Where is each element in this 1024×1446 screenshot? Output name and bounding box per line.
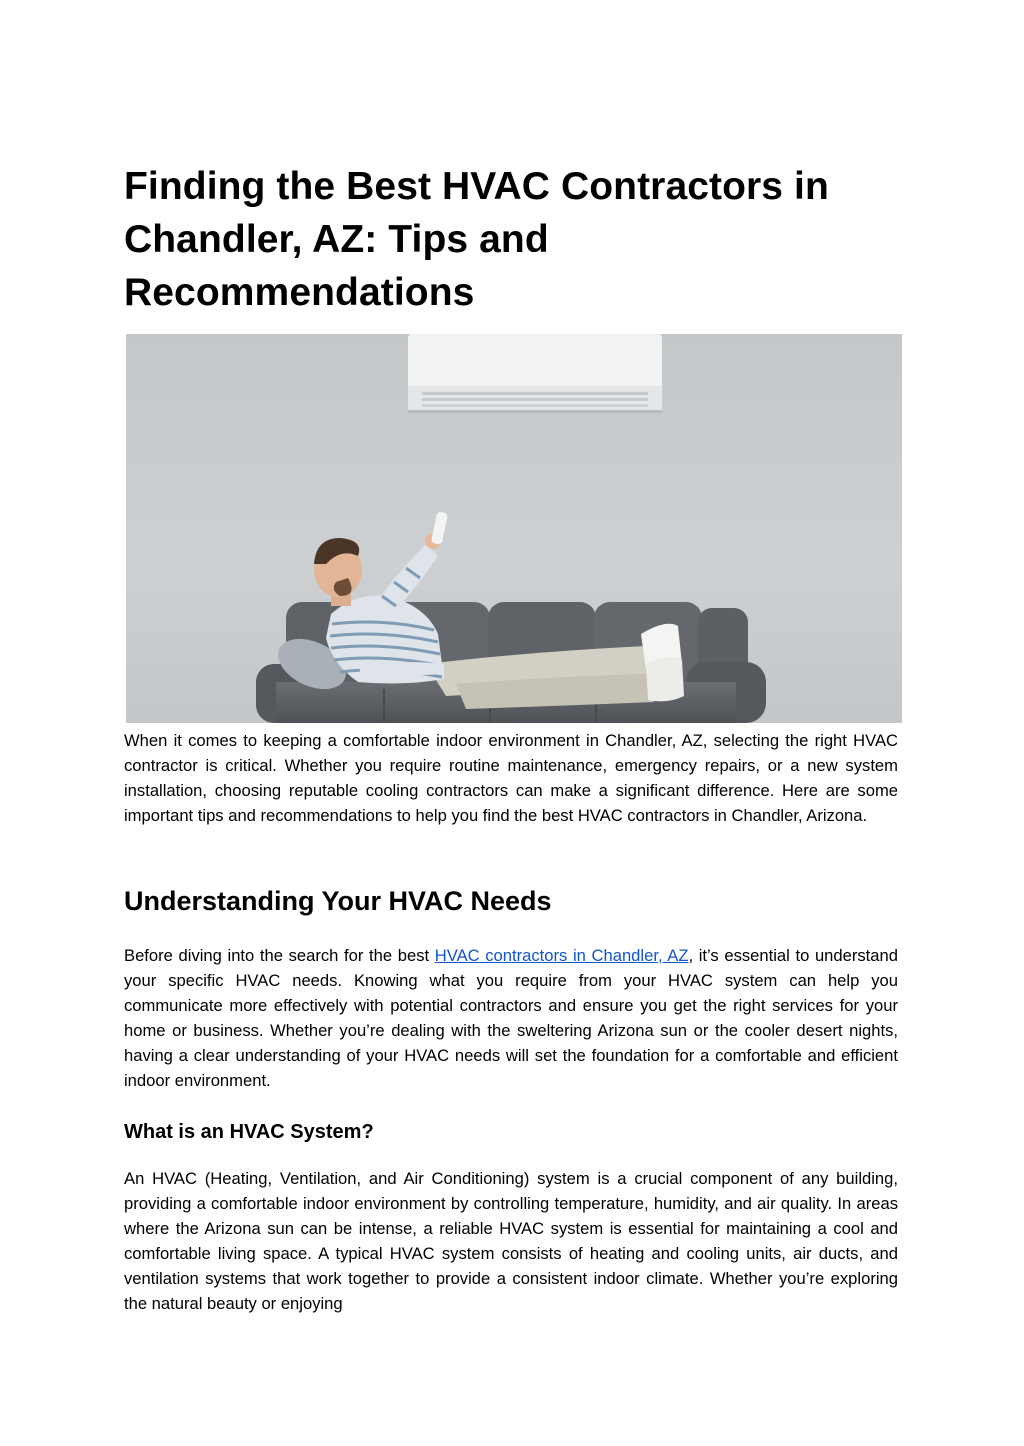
section-heading-system: What is an HVAC System? bbox=[124, 1121, 374, 1143]
system-paragraph: An HVAC (Heating, Ventilation, and Air Conditioning) system is a crucial component of any building, providing a comfortable indoor environment by controlling temperature, humidity, and air quality. In areas where the Arizona sun can be intense, a reliable HVAC system is essential for maintaining a cool and comfortable living space. A typical HVAC system consists of heating and cooling units, air ducts, and ventilation systems that work together to provide a consistent indoor climate. Whether you’re exploring the natural beauty or enjoying bbox=[124, 1169, 898, 1313]
section-heading-needs: Understanding Your HVAC Needs bbox=[124, 886, 552, 916]
hvac-contractors-link[interactable]: HVAC contractors in Chandler, AZ bbox=[434, 946, 689, 965]
air-conditioner-icon bbox=[408, 334, 662, 413]
needs-text-start: Before diving into the search for the best bbox=[124, 946, 435, 965]
intro-paragraph: When it comes to keeping a comfortable indoor environment in Chandler, AZ, selecting the right HVAC contractor is critical. Whether you require routine maintenance, emergency repairs, or a new system installation, choosing reputable cooling contractors can make a significant difference. Here are some important tips and recommendations to help you find the best HVAC contractors in Chandler, Arizona. bbox=[124, 731, 898, 825]
hero-photo bbox=[126, 334, 902, 723]
needs-paragraph bbox=[124, 943, 898, 1093]
needs-text-end: , it’s essential to understand your specific HVAC needs. Knowing what you require from your HVAC system can help you communicate more effectively with potential contractors and ensure you get the right services for your home or business. Whether you’re dealing with the sweltering Arizona sun or the cooler desert nights, having a clear understanding of your HVAC needs will set the foundation for a comfortable and efficient indoor environment. bbox=[124, 946, 898, 1090]
article-title: Finding the Best HVAC Contractors in Chandler, AZ: Tips and Recommendations bbox=[124, 165, 829, 314]
